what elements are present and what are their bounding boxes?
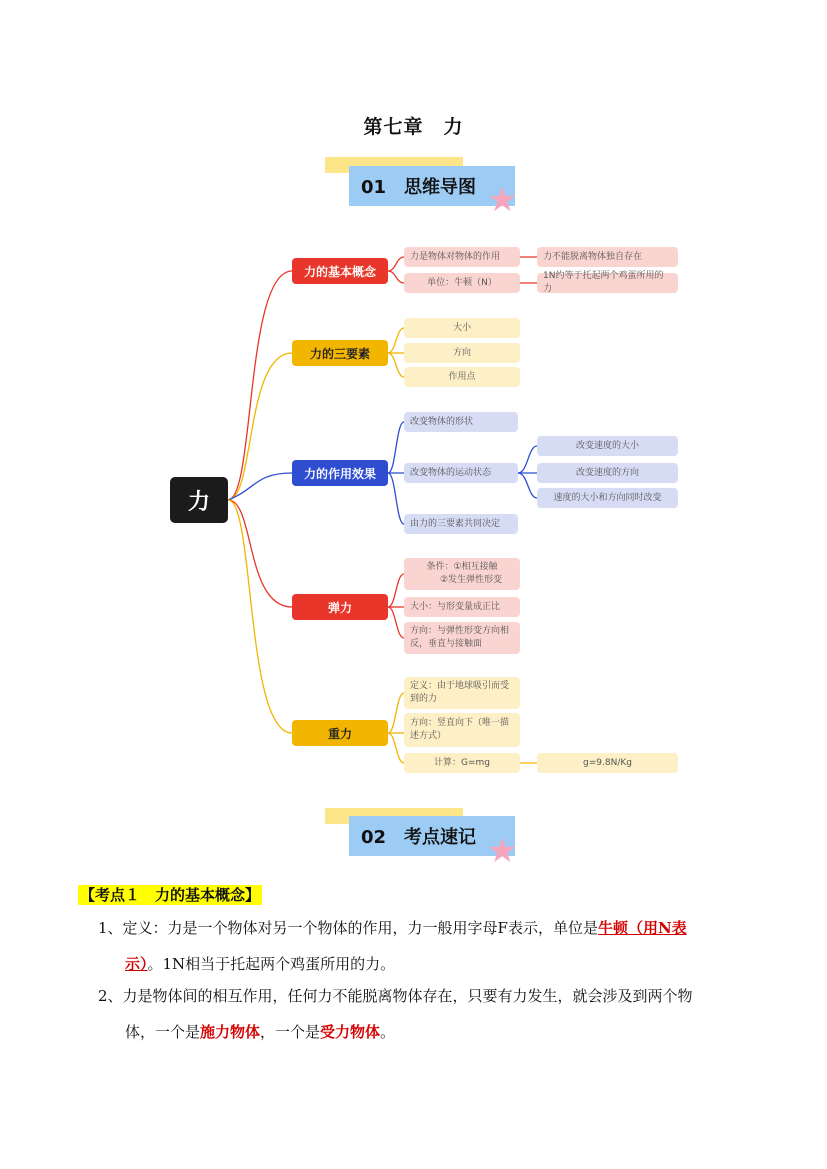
paragraph-1 [98,910,758,982]
node-force-definition: 力是物体对物体的作用 [404,247,520,267]
paragraph-1-unit-highlight-end: 示） [125,955,148,973]
paragraph-2-text-c: ，一个是 [260,1023,321,1041]
node-force-cannot-exist-alone: 力不能脱离物体独自存在 [537,247,678,267]
connector-b2 [228,353,292,500]
paragraph-1-line2 [98,946,758,982]
node-gravity-constant: g=9.8N/Kg [537,753,678,773]
connector-b5 [228,500,292,733]
paragraph-2-number: 2、 [98,987,123,1005]
paragraph-2-receiver-highlight: 受力物体 [320,1023,381,1041]
branch-gravity: 重力 [292,720,388,746]
node-determined-by-elements: 由力的三要素共同决定 [404,514,518,534]
node-elastic-magnitude: 大小：与形变量成正比 [404,597,520,617]
paragraph-2-line2 [98,1014,758,1050]
paragraph-2 [98,978,758,1050]
node-gravity-calc: 计算：G=mg [404,753,520,773]
node-change-motion: 改变物体的运动状态 [404,463,518,483]
node-magnitude: 大小 [404,318,520,338]
node-elastic-direction: 方向：与弹性形变方向相反，垂直与接触面 [404,622,520,654]
paragraph-2-text-d: 。 [380,1023,396,1041]
paragraph-2-line1 [98,978,758,1014]
banner-key-points-label: 02 考点速记 [361,827,477,848]
paragraph-2-text-b: 体，一个是 [125,1023,201,1041]
node-point-of-action: 作用点 [404,367,520,387]
node-change-velocity-direction: 改变速度的方向 [537,463,678,483]
paragraph-1-line1 [98,910,758,946]
elastic-condition-line2: ②发生弹性形变 [439,575,503,585]
paragraph-1-text-end: 。1N相当于托起两个鸡蛋所用的力。 [147,955,396,973]
branch-elastic-force: 弹力 [292,594,388,620]
node-one-newton: 1N约等于托起两个鸡蛋所用的力 [537,273,678,293]
node-change-both: 速度的大小和方向同时改变 [537,488,678,508]
paragraph-1-text: 定义：力是一个物体对另一个物体的作用，力一般用字母F表示，单位是 [122,919,598,937]
branch-three-elements: 力的三要素 [292,340,388,366]
paragraph-1-number: 1、 [98,919,123,937]
connector-b4 [228,500,292,607]
paragraph-1-unit-highlight: 牛顿（用N表 [597,919,687,937]
banner-mindmap-label: 01 思维导图 [361,177,477,198]
section-heading: 【考点１ 力的基本概念】 [80,886,261,904]
node-change-shape: 改变物体的形状 [404,412,518,432]
star-icon: ★ [487,831,518,871]
paragraph-2-applier-highlight: 施力物体 [200,1023,261,1041]
node-direction: 方向 [404,343,520,363]
chapter-title: 第七章 力 [363,116,464,138]
node-gravity-definition: 定义：由于地球吸引而受到的力 [404,677,520,709]
branch-basic-concept: 力的基本概念 [292,258,388,284]
node-gravity-direction: 方向：竖直向下（唯一描述方式） [404,713,520,747]
node-force-unit: 单位：牛顿（N） [404,273,520,293]
branch-effects: 力的作用效果 [292,460,388,486]
mindmap-root: 力 [170,477,228,523]
elastic-condition-line1: 条件：①相互接触 [426,562,498,572]
paragraph-2-text: 力是物体间的相互作用，任何力不能脱离物体存在，只要有力发生，就会涉及到两个物 [122,987,693,1005]
star-icon: ★ [487,180,518,220]
node-change-speed: 改变速度的大小 [537,436,678,456]
node-elastic-condition [404,558,520,590]
connector-b1 [228,271,292,500]
